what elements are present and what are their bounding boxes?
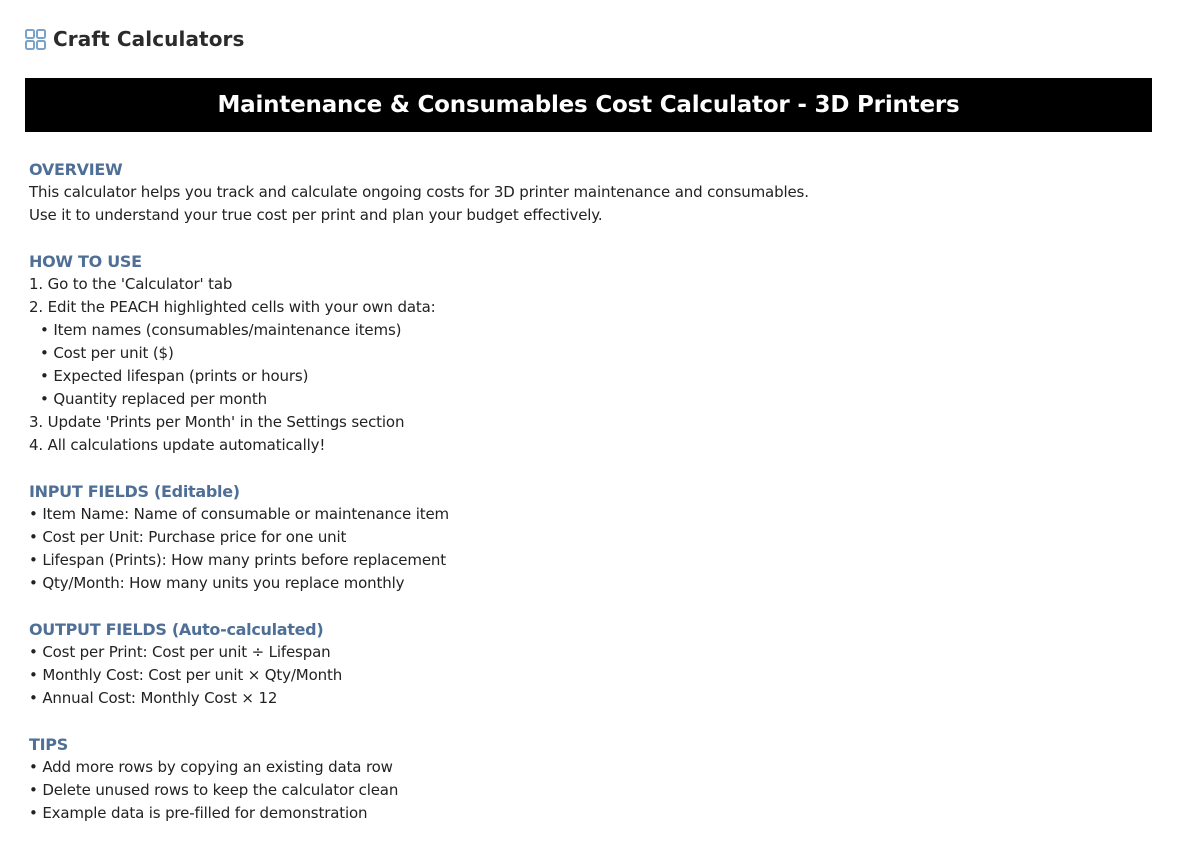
list-item: 3. Update 'Prints per Month' in the Settings section [29,413,405,431]
section-heading: INPUT FIELDS (Editable) [29,482,240,501]
output-fields-section [29,618,1129,710]
title-banner [25,78,1152,132]
list-item: • Qty/Month: How many units you replace monthly [29,574,405,592]
list-item: • Cost per Unit: Purchase price for one unit [29,528,347,546]
section-heading: OVERVIEW [29,160,123,179]
section-heading: OUTPUT FIELDS (Auto-calculated) [29,620,324,639]
grid-logo-icon [25,29,46,50]
text-line: This calculator helps you track and calculate ongoing costs for 3D printer maintenance and consumables. [29,183,809,201]
brand [25,25,245,53]
list-item: • Delete unused rows to keep the calculator clean [29,781,399,799]
instructions-content [29,158,1129,848]
overview-section [29,158,1129,227]
text-line: Use it to understand your true cost per print and plan your budget effectively. [29,206,603,224]
list-item: 2. Edit the PEACH highlighted cells with your own data: [29,298,436,316]
list-item: • Expected lifespan (prints or hours) [40,367,309,385]
list-item: • Add more rows by copying an existing data row [29,758,393,776]
list-item: 4. All calculations update automatically! [29,436,326,454]
list-item: • Lifespan (Prints): How many prints before replacement [29,551,447,569]
list-item: • Cost per unit ($) [40,344,174,362]
list-item: • Annual Cost: Monthly Cost × 12 [29,689,278,707]
section-heading: TIPS [29,735,68,754]
list-item: • Monthly Cost: Cost per unit × Qty/Month [29,666,343,684]
tips-section [29,733,1129,825]
how-to-use-section [29,250,1129,457]
page-title: Maintenance & Consumables Cost Calculator - 3D Printers [217,92,960,118]
input-fields-section [29,480,1129,595]
list-item: • Item Name: Name of consumable or maintenance item [29,505,449,523]
list-item: • Example data is pre-filled for demonstration [29,804,368,822]
list-item: • Item names (consumables/maintenance items) [40,321,402,339]
list-item: • Quantity replaced per month [40,390,267,408]
brand-name: Craft Calculators [53,27,245,51]
section-heading: HOW TO USE [29,252,142,271]
list-item: 1. Go to the 'Calculator' tab [29,275,233,293]
list-item: • Cost per Print: Cost per unit ÷ Lifespan [29,643,331,661]
